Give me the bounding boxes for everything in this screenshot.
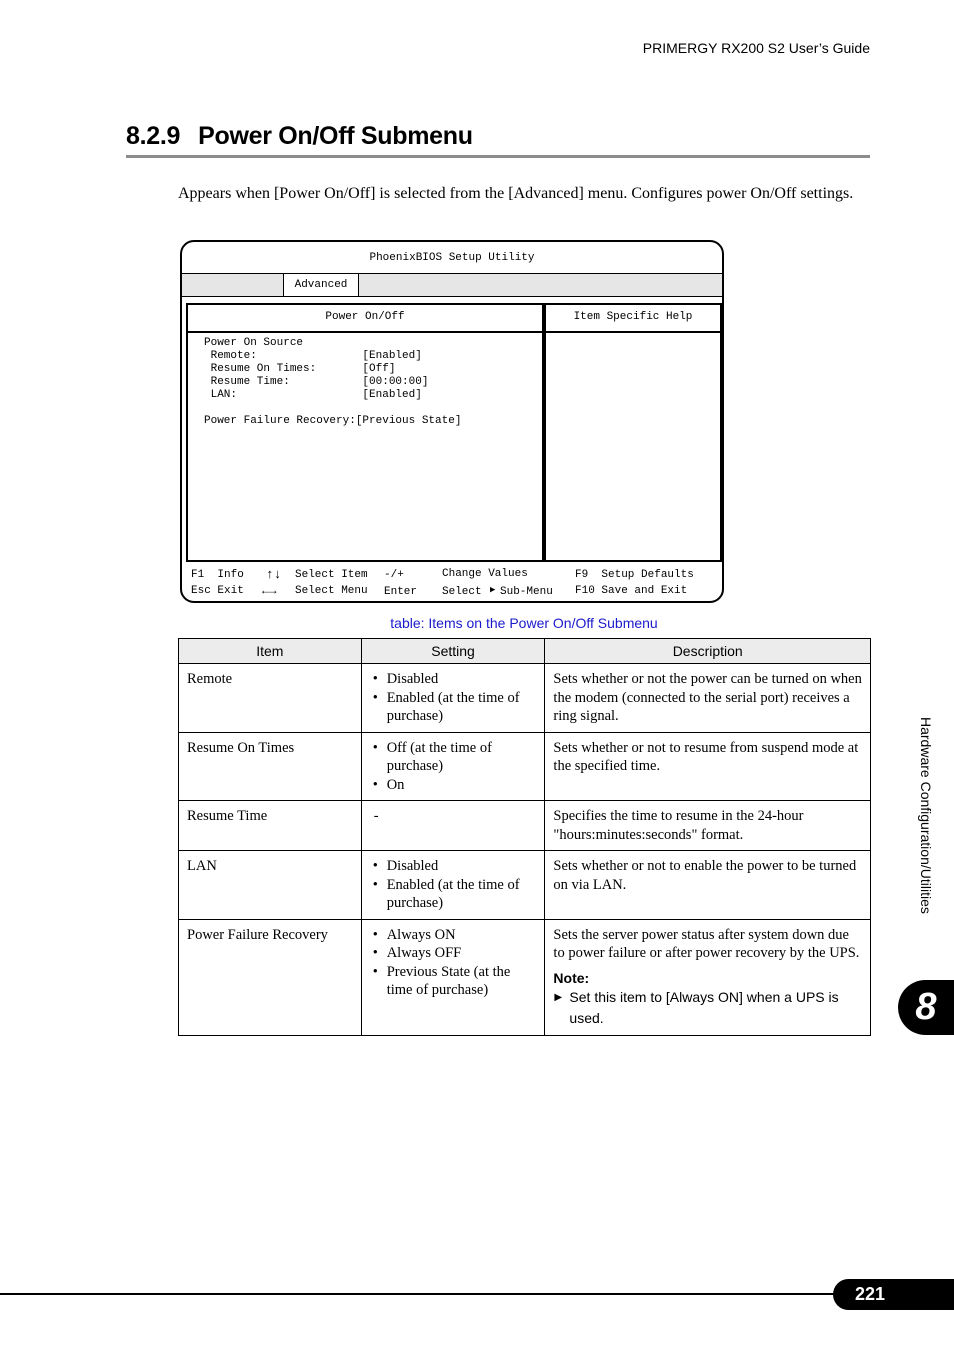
setting-option: • Always OFF (370, 944, 537, 963)
chapter-tab: 8 (898, 980, 954, 1035)
setting-cell (361, 919, 545, 1036)
bios-setting-line: Power Failure Recovery:[Previous State] (204, 415, 462, 427)
up-down-arrow-icon: ↑↓ (266, 567, 282, 582)
chapter-side-label: Hardware Configuration/Utilities (918, 717, 934, 914)
bios-tab-advanced: Advanced (283, 274, 359, 296)
item-cell: Resume Time (179, 801, 362, 851)
bios-key-minus-plus: -/+ (384, 569, 404, 581)
bios-key-esc: Esc Exit (191, 585, 244, 597)
setting-option: • Enabled (at the time of purchase) (370, 876, 537, 913)
setting-option: • Previous State (at the time of purchase) (370, 963, 537, 1000)
table-row (179, 664, 871, 733)
bios-utility-title: PhoenixBIOS Setup Utility (369, 252, 535, 264)
setting-option: • Disabled (370, 857, 537, 876)
setting-option: • Always ON (370, 926, 537, 945)
settings-table (178, 638, 871, 1036)
table-header-row (179, 639, 871, 664)
page-number: 221 (833, 1279, 954, 1310)
table-caption: table: Items on the Power On/Off Submenu (390, 615, 658, 631)
setting-option: • Enabled (at the time of purchase) (370, 689, 537, 726)
footer-rule (0, 1293, 840, 1295)
bios-setting-line: Remote: [Enabled] (204, 350, 422, 362)
note-text: Set this item to [Always ON] when a UPS is used. (569, 989, 839, 1026)
column-header: Setting (361, 639, 545, 664)
setting-cell (361, 851, 545, 920)
item-cell: Remote (179, 664, 362, 733)
bios-key-select-menu: Select Menu (295, 585, 368, 597)
bios-key-select-item: Select Item (295, 569, 368, 581)
bios-key-f9: F9 Setup Defaults (575, 569, 694, 581)
bios-key-f10: F10 Save and Exit (575, 585, 688, 597)
item-cell: Resume On Times (179, 732, 362, 801)
bios-main-title: Power On/Off (188, 305, 542, 333)
description-cell: Sets whether or not the power can be turned on when the modem (connected to the serial port) receives a ring signal. (545, 664, 871, 733)
guide-title: PRIMERGY RX200 S2 User’s Guide (642, 40, 870, 56)
setting-cell (361, 732, 545, 801)
section-number: 8.2.9 (126, 122, 181, 150)
bios-menu-bar (182, 273, 722, 297)
column-header: Description (545, 639, 871, 664)
setting-cell: - (361, 801, 545, 851)
table-row (179, 801, 871, 851)
bios-key-enter: Enter (384, 586, 418, 598)
table-row (179, 851, 871, 920)
section-heading (126, 122, 870, 158)
column-header: Item (179, 639, 362, 664)
section-title: Power On/Off Submenu (198, 122, 473, 150)
note-item (553, 987, 862, 1029)
setting-option: • On (370, 776, 537, 795)
item-cell: Power Failure Recovery (179, 919, 362, 1036)
description-cell: Sets whether or not to enable the power to be turned on via LAN. (545, 851, 871, 920)
table-row (179, 732, 871, 801)
bios-key-select: Select (442, 586, 482, 598)
triangle-right-icon: ▶ (554, 992, 563, 1003)
setting-option: • Off (at the time of purchase) (370, 739, 537, 776)
description-cell: Sets whether or not to resume from suspend mode at the specified time. (545, 732, 871, 801)
bios-setting-line: Resume Time: [00:00:00] (204, 376, 429, 388)
bios-help-title: Item Specific Help (546, 305, 720, 333)
bios-setting-line: Resume On Times: [Off] (204, 363, 396, 375)
setting-option: • Disabled (370, 670, 537, 689)
left-right-arrow-icon: ←→ (262, 584, 277, 598)
triangle-right-icon: ▶ (490, 585, 496, 595)
bios-setting-line: LAN: [Enabled] (204, 389, 422, 401)
bios-setting-line: Power On Source (204, 337, 304, 349)
intro-paragraph: Appears when [Power On/Off] is selected from the [Advanced] menu. Configures power On/Off settings. (178, 185, 854, 202)
bios-screen (180, 240, 724, 603)
bios-key-submenu: Sub-Menu (500, 586, 553, 598)
bios-help-pane (544, 303, 722, 562)
table-row (179, 919, 871, 1036)
description-cell (545, 919, 871, 1036)
item-cell: LAN (179, 851, 362, 920)
bios-key-change-values: Change Values (442, 568, 528, 580)
description-cell: Specifies the time to resume in the 24-hour "hours:minutes:seconds" format. (545, 801, 871, 851)
setting-cell (361, 664, 545, 733)
description-text: Sets the server power status after system down due to power failure or after power recovery by the UPS. (553, 926, 860, 961)
bios-key-f1: F1 Info (191, 569, 244, 581)
note-label: Note: (553, 969, 590, 986)
